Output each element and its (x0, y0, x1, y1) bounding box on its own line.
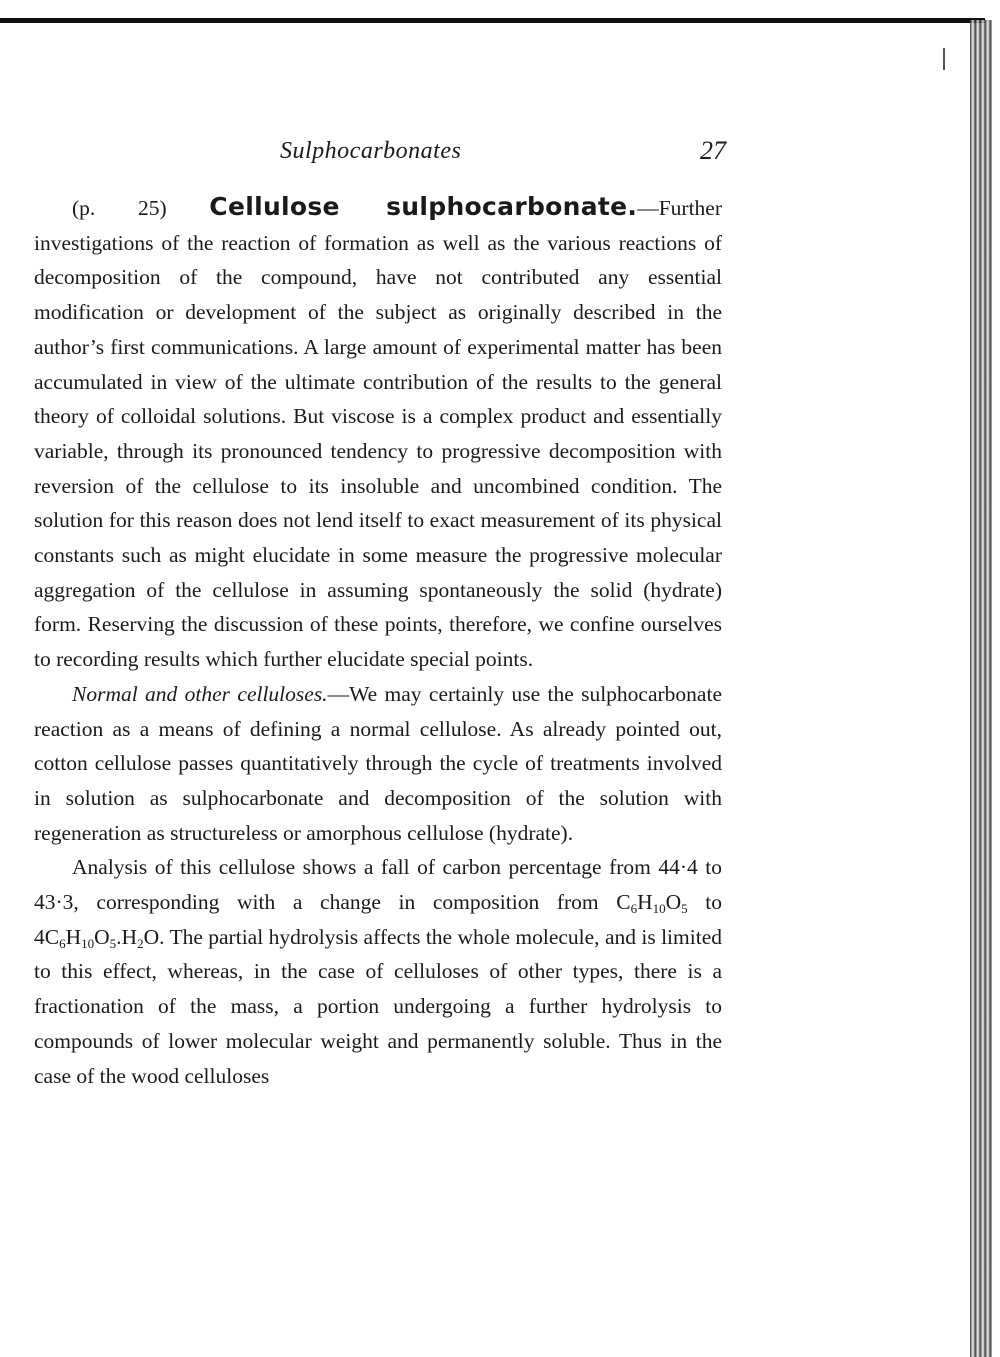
paragraph2-body: —We may certainly use the sulphocarbonate reaction as a means of defining a normal cellulose. As already pointed out, cotton cellulose passes quantitatively through the cycle of treatments involved in solution as sulphocarbonate and decomposition of the solution with regeneration as structureless or amorphous cellulose (hydrate). (34, 681, 722, 845)
running-head (34, 138, 726, 168)
paragraph-analysis (34, 850, 722, 1093)
body-text (34, 190, 722, 1093)
page-reference: (p. 25) (72, 196, 167, 220)
formula-hydrate: $4C_6H_{10}O_5.H_2O$ (34, 924, 160, 951)
run-in-heading: Normal and other celluloses. (72, 681, 328, 706)
paragraph3-part2: . The partial hydrolysis affects the whole molecule, and is limited to this effect, whereas, in the case of celluloses of other types, there is a fractionation of the mass, a portion undergoing a further hydrolysis to compounds of lower molecular weight and permanently soluble. Thus in the case of the wood celluloses (34, 924, 722, 1088)
page-number: 27 (700, 136, 726, 165)
top-rule (0, 18, 985, 23)
page-edge (970, 20, 992, 1357)
formula-cellulose: $C_6H_{10}O_5$ (616, 890, 688, 917)
running-title: Sulphocarbonates (280, 138, 462, 164)
paragraph1-body: —Further investigations of the reaction of formation as well as the various reactions of decomposition of the compound, have not contributed any essential modification or development of the subject as originally described in the author’s first communications. A large amount of experimental matter has been accumulated in view of the ultimate contribution of the results to the general theory of colloidal solutions. But viscose is a complex product and essentially variable, through its pronounced tendency to progressive decomposition with reversion of the cellulose to its insoluble and uncombined condition. The solution for this reason does not lend itself to exact measurement of its physical constants such as might elucidate in some measure the progressive molecular aggregation of the cellulose in assuming spontaneously the solid (hydrate) form. Reserving the discussion of these points, therefore, we confine ourselves to recording results which further elucidate special points. (34, 196, 722, 672)
edge-mark (943, 48, 945, 70)
paragraph-normal-celluloses (34, 677, 722, 851)
formula-between: to (687, 890, 722, 915)
paragraph3-part1: Analysis of this cellulose shows a fall of carbon percentage from 44·4 to 43·3, corresponding with a change in composition from (34, 855, 722, 915)
section-heading: Cellulose sulphocarbonate. (209, 192, 638, 221)
paragraph-cellulose-sulphocarbonate (34, 190, 722, 677)
